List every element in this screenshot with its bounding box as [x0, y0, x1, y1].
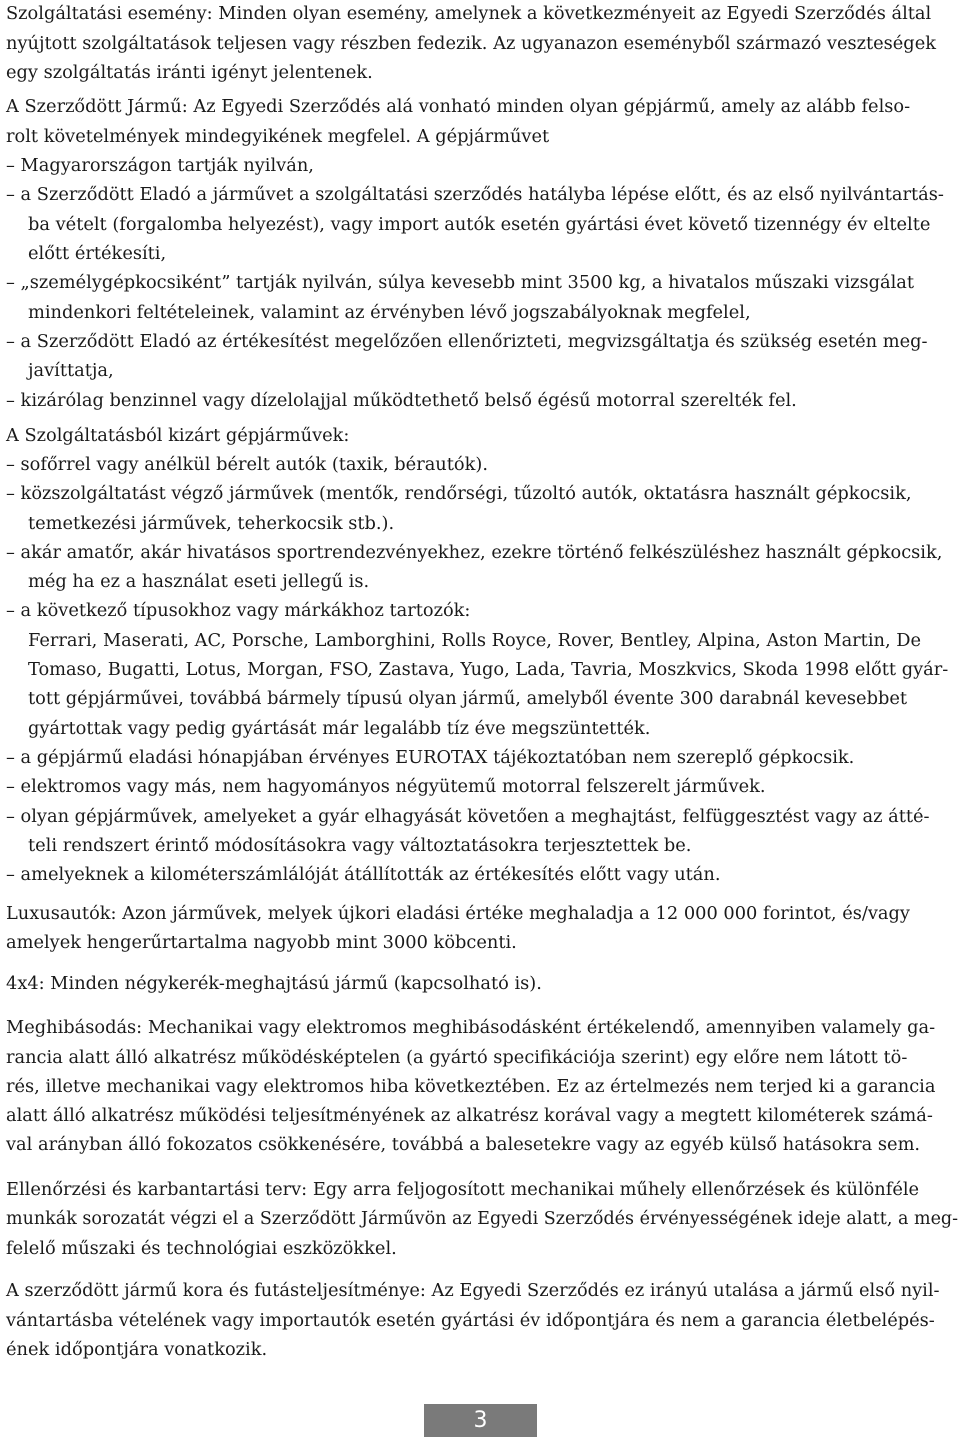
text-line: – amelyeknek a kilométerszámlálóját átállították az értékesítés előtt vagy után.	[6, 864, 721, 885]
text-line: tott gépjárművei, továbbá bármely típusú olyan jármű, amelyből évente 300 darabnál kevesebbet	[28, 688, 908, 709]
text-line: – akár amatőr, akár hivatásos sportrendezvényekhez, ezekre történő felkészüléshez használt gépkocsik,	[6, 542, 943, 563]
text-line: – közszolgáltatást végző járművek (mentők, rendőrségi, tűzoltó autók, oktatásra használt gépkocsik,	[6, 483, 912, 504]
text-line: Luxusautók: Azon járművek, melyek újkori eladási értéke meghaladja a 12 000 000 forintot, és/vagy	[6, 903, 910, 924]
text-line: – olyan gépjárművek, amelyeket a gyár elhagyását követően a meghajtást, felfüggesztést vagy az átté-	[6, 806, 930, 827]
text-line: rolt követelmények mindegyikének megfelel. A gépjárművet	[6, 126, 550, 147]
text-line: 4x4: Minden négykerék-meghajtású jármű (kapcsolható is).	[6, 973, 542, 994]
text-line: teli rendszert érintő módosításokra vagy változtatásokra terjesztettek be.	[28, 835, 692, 856]
text-line: ének időpontjára vonatkozik.	[6, 1339, 268, 1360]
text-line: Szolgáltatási esemény: Minden olyan esemény, amelynek a következményeit az Egyedi Szerződés által	[6, 3, 932, 24]
text-line: – a gépjármű eladási hónapjában érvényes EUROTAX tájékoztatóban nem szereplő gépkocsik.	[6, 747, 855, 768]
text-line: temetkezési járművek, teherkocsik stb.).	[28, 513, 395, 534]
text-line: A szerződött jármű kora és futásteljesítménye: Az Egyedi Szerződés ez irányú utalása a jármű első nyil-	[6, 1280, 940, 1301]
text-line: amelyek hengerűrtartalma nagyobb mint 3000 köbcenti.	[6, 932, 517, 953]
text-line: rés, illetve mechanikai vagy elektromos hiba következtében. Ez az értelmezés nem terjed ki a garancia	[6, 1076, 936, 1097]
text-line: – sofőrrel vagy anélkül bérelt autók (taxik, bérautók).	[6, 454, 488, 475]
text-line: Meghibásodás: Mechanikai vagy elektromos meghibásodásként értékelendő, amennyiben valamely ga-	[6, 1017, 936, 1038]
text-line: – a következő típusokhoz vagy márkákhoz tartozók:	[6, 600, 471, 621]
text-line: – elektromos vagy más, nem hagyományos négyütemű motorral felszerelt járművek.	[6, 776, 766, 797]
text-line: rancia alatt álló alkatrész működésképtelen (a gyártó specifikációja szerint) egy előre nem látott tö-	[6, 1047, 908, 1068]
text-line: még ha ez a használat eseti jellegű is.	[28, 571, 370, 592]
text-line: munkák sorozatát végzi el a Szerződött Járművön az Egyedi Szerződés érvényességének ideje alatt, a meg-	[6, 1208, 959, 1229]
text-line: előtt értékesíti,	[28, 243, 167, 264]
text-line: Ellenőrzési és karbantartási terv: Egy arra feljogosított mechanikai műhely ellenőrzések és különféle	[6, 1179, 920, 1200]
document-page	[6, 0, 958, 1437]
text-line: egy szolgáltatás iránti igényt jelentenek.	[6, 62, 373, 83]
text-line: alatt álló alkatrész működési teljesítményének az alkatrész korával vagy a megtett kilométerek számá-	[6, 1105, 933, 1126]
text-line: ba vételt (forgalomba helyezést), vagy import autók esetén gyártási évet követő tizennégy év eltelte	[28, 214, 931, 235]
text-line: gyártottak vagy pedig gyártását már legalább tíz éve megszüntették.	[28, 718, 651, 739]
text-line: felelő műszaki és technológiai eszközökkel.	[6, 1238, 397, 1259]
page-number: 3	[424, 1404, 537, 1437]
text-line: Ferrari, Maserati, AC, Porsche, Lamborghini, Rolls Royce, Rover, Bentley, Alpina, Aston Martin, De	[28, 630, 922, 651]
text-line: A Szolgáltatásból kizárt gépjárművek:	[6, 425, 350, 446]
text-line: vántartásba vételének vagy importautók esetén gyártási év időpontjára és nem a garancia életbelépés-	[6, 1310, 935, 1331]
text-line: – Magyarországon tartják nyilván,	[6, 155, 314, 176]
text-line: – „személygépkocsiként” tartják nyilván, súlya kevesebb mint 3500 kg, a hivatalos műszaki vizsgálat	[6, 272, 915, 293]
text-line: mindenkori feltételeinek, valamint az érvényben lévő jogszabályoknak megfelel,	[28, 302, 751, 323]
text-line: – a Szerződött Eladó az értékesítést megelőzően ellenőrizteti, megvizsgáltatja és szükség esetén meg-	[6, 331, 928, 352]
text-line: – kizárólag benzinnel vagy dízelolajjal működtethető belső égésű motorral szerelték fel.	[6, 390, 797, 411]
text-line: nyújtott szolgáltatások teljesen vagy részben fedezik. Az ugyanazon eseményből származó veszteségek	[6, 33, 936, 54]
text-line: – a Szerződött Eladó a járművet a szolgáltatási szerződés hatályba lépése előtt, és az első nyilvántartás-	[6, 184, 944, 205]
text-line: javíttatja,	[28, 360, 114, 381]
text-line: val arányban álló fokozatos csökkenésére, továbbá a balesetekre vagy az egyéb külső hatásokra sem.	[6, 1134, 921, 1155]
text-line: A Szerződött Jármű: Az Egyedi Szerződés alá vonható minden olyan gépjármű, amely az alább felso-	[6, 96, 911, 117]
text-line: Tomaso, Bugatti, Lotus, Morgan, FSO, Zastava, Yugo, Lada, Tavria, Moszkvics, Skoda 1998 előtt gyár-	[28, 659, 949, 680]
